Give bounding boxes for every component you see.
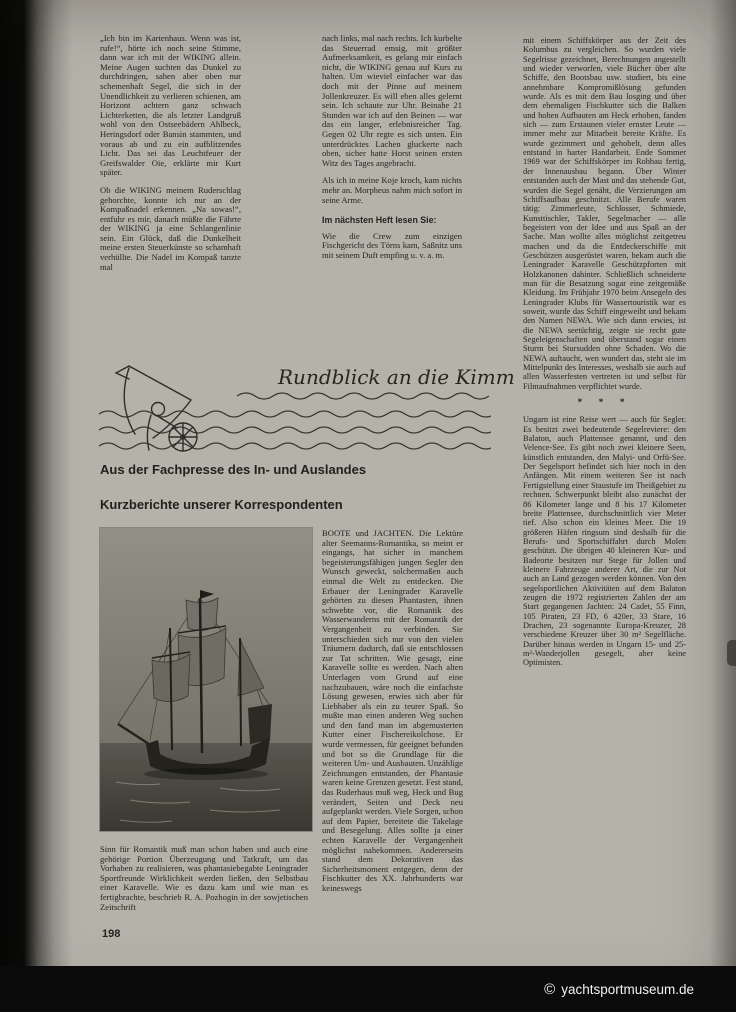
book-binding-shadow (0, 0, 72, 1012)
next-issue-heading: Im nächsten Heft lesen Sie: (322, 215, 437, 226)
paragraph: Sinn für Romantik muß man schon haben und auch eine gehörige Portion Überzeugung und Tatkraft, um das Vorhaben zu realisieren, was phantasiebegabte Leningrader Sportfreunde Wirklichkeit werden ließen, den Selbstbau einer Karavelle. Wie es dazu kam und wie man es fertigbrachte, beschrieb R. A. Pozhogin in der sowjetischen Zeitschrift (100, 845, 308, 912)
helmsman-sketch-icon (116, 366, 197, 451)
page-number: 198 (102, 928, 121, 940)
story-column-1 (100, 34, 241, 337)
paragraph: Ob die WIKING meinem Ruderschlag gehorchte, konnte ich nur an der Kompaßnadel erkennen. „Na sowas!“, entfuhr es mir, danach müßte die Fährte der WIKING ja eine Schlangenlinie sein. Ein Glück, daß die Dunkelheit meine ersten Steuerkünste so schamhaft verhüllte. Die Nadel im Kompaß tanzte mal (100, 184, 241, 272)
paragraph: Als ich in meine Koje kroch, kam nichts mehr an. Morpheus nahm mich sofort in seine Arme. (322, 175, 462, 205)
page-edge-notch (727, 640, 736, 666)
article-middle-column (322, 529, 463, 943)
paragraph: „Ich bin im Kartenhaus. Wenn was ist, rufe!“, hörte ich noch seine Stimme, dann war ich mit der WIKING allein. Meine Augen suchten das Dunkel zu durchdringen, sahen aber oben nur schemenhaft Segel, die sich in der Unendlichkeit zu verlieren schienen, am Horizont achtern ganz schwach Lichterketten, die als letzter Landgruß wohl von den Ostseebädern Ahlbeck, Heringsdorf oder Bansin stammten, und voraus ab und zu ein aufblitzendes Licht. Das sei das Leuchtfeuer der Greifswalder Oie, erklärte mir Kurt später. (100, 34, 241, 178)
next-issue-text: Wie die Crew zum einzigen Fischgericht des Törns kam, Saßnitz uns mit seinem Duft empfing u. v. a. m. (322, 230, 462, 260)
right-column (523, 36, 686, 933)
copyright-icon: © (544, 980, 556, 998)
article-intro-below-photo (100, 845, 308, 947)
section-divider: * * * (577, 398, 632, 409)
page-edge-shadow (710, 0, 736, 1012)
paragraph: Ungarn ist eine Reise wert — auch für Segler. Es besitzt zwei bedeutende Segelreviere: den Balaton, auch Plattensee genannt, und den Velence-See. Es gibt noch zwei kleinere Seen, künstlich entstanden, den Malyi- und Orfü-See. Der Segelsport befindet sich hier noch in den Anfängen. Mit einem weiteren See ist nach Fertigstellung einer Staustufe im Theißgebiet zu rechnen. Schwerpunkt bleibt also zunächst der 86 Kilometer lange und 8 bis 17 Kilometer breite Plattensee, durchschnittlich vier Meter tief. Also schon ein kleines Meer. Die 19 größeren Häfen ringsum sind deshalb für die Berufs- und Sportschiffahrt durch Molen geschützt. Die übrigen 40 kleineren Kur- und Badeorte besitzen nur Stege für Jollen und kleinere Fahrzeuge anderer Art, die zur Not auch an Land gezogen werden können. Von den segelsportlichen Aktivitäten auf dem Balaton zeugen die 1972 registrierten Zahlen der am Start gegangenen Jachten: 24 Cadet, 55 Finn, 105 Piraten, 23 FD, 6 420er, 33 Stare, 16 Drachen, 23 sogenannte Europa-Kreuzer, 28 verschiedene Kreuzer über 30 m² Segelfläche. Darüber hinaus werden in Ungarn 15- und 25-m²-Wanderjollen gesegelt, aber keine Optimisten. (523, 415, 686, 668)
watermark-bar (0, 966, 736, 1012)
caravel-photo (100, 528, 312, 831)
paragraph: mit einem Schiffskörper aus der Zeit des Kolumbus zu vergleichen. So wurden viele Segelrisse gezeichnet, Berechnungen angestellt und wieder verworfen, viele Bücher über alte Schiffe, den Bootsbau usw. studiert, bis eine annehmbare Kompromißlösung gefunden wurde. Als es mit dem Bau losging und über dem ehemaligen Fischkutter sich die Balken und hohen Aufbauten am Heck erhoben, fanden sich — zum Erstaunen vieler ernster Leute — immer mehr zur Mitarbeit bereite Kräfte. Es wurde gezimmert und gehobelt, denn alles entstand in harter Handarbeit. Ende Sommer 1969 war der Schiffskörper im Rohbau fertig, der Innenausbau begann. Über Winter entstanden auch der Mast und das stehende Gut, wurden die Segel genäht, die Verzierungen am Schiffsaufbau geschnitzt. Alle Berufe waren tätig: Zimmerleute, Schlosser, Schmiede, Kunsttischler, Takler, Segelmacher — alle begeistert von der Idee und aus Spaß an der Sache. Man wollte alles möglichst zeitgetreu machen und da die Entdeckerschiffe mit Geschützen ausgerüstet waren, bekam auch die Leningrader Karavelle Geschützpforten mit Holzkanonen dahinter. Schließlich schneiderte man für die Besatzung sogar eine zeitgemäße Kleidung. Im Frühjahr 1970 beim Ansegeln des Leningrader Klubs für Wassertouristik war es soweit, wurde das Schiff eingeweiht und bekam den Namen NEWA. Wie sich dann erwies, ist die NEWA seetüchtig, zeigte sie recht gute Segeleigenschaften und überstand sogar einen Sturm bei Stursudden ohne Schaden. Wo die NEWA auftaucht, wen wundert das, steht sie im Mittelpunkt des Interesses, weshalb sie auch auf allen Wasserfesten vertreten ist und selbst für Filmaufnahmen verpflichtet wurde. (523, 36, 686, 391)
ship-photo-graphic (100, 528, 312, 831)
paragraph: BOOTE und JACHTEN. Die Lektüre alter Seemanns-Romantika, so meint er eingangs, hat sicher in manchem begeisterungsfähigen jungen Segler den Wunsch geweckt, solchermaßen auch einmal die Welt zu entdecken. Die Erbauer der Leningrader Karavelle gehörten zu diesen Phantasten, ihnen schwebte vor, die Romantik des Wasserwanderns mit der Romantik der Vergangenheit zu verbinden. Sie unterschieden sich nur von den vielen Träumern dadurch, daß sie entschlossen zur Tat schritten. Wie gesagt, eine Karavelle sollte es werden. Nach alten Unterlagen vom Grund auf eine nachzubauen, wäre noch die einfachste Lösung gewesen, erwies sich aber für Liebhaber als ein zu teurer Spaß. So mußte man einen anderen Weg suchen und den fand man im abgemusterten Kutter einer Fischereikolchose. Er wurde vermessen, für geeignet befunden und bot so die Grundlage für die weiteren Um- und Ausbauten. Unzählige Zeichnungen entstanden, der Phantasie waren keine Grenzen gesetzt. Fest stand, das Ruderhaus muß weg, Heck und Bug verändert, Seiten und Deck neu aufgeplankt werden. Viele Sorgen, schon auf dem Papier, bereitete die Takelage und Besegelung. Alles sollte ja einer echten Karavelle der Vergangenheit möglichst nahekommen. Andererseits stand dem Dekorativen das Sicherheitsmoment entgegen, denn der Fischkutter des XX. Jahrhunderts war keineswegs (322, 529, 463, 893)
watermark-site-name: yachtsportmuseum.de (561, 981, 694, 997)
section-banner (95, 362, 515, 459)
heading-kurzberichte: Kurzberichte unserer Korrespondenten (100, 497, 343, 512)
banner-title: Rundblick an die Kimm (278, 365, 515, 389)
heading-fachpresse: Aus der Fachpresse des In- und Auslandes (100, 462, 367, 477)
paragraph: nach links, mal nach rechts. Ich kurbelte das Steuerrad emsig, mit größter Aufmerksamkeit, es gelang mir einfach nicht, die WIKING genau auf Kurs zu halten. Um wieviel einfacher war das doch mit der Pinne auf meinem Jollenkreuzer. Es will eben alles gelernt sein. Ich schaute zur Uhr. Beinahe 21 Stunden war ich auf den Beinen — war das ein langer, erlebnisreicher Tag. Gegen 02 Uhr regte es sich unten. Ein unterdrücktes Lachen gluckerte nach oben, sicher hatte Horst seinen ersten Witz des Tages angebracht. (322, 34, 462, 168)
story-column-2 (322, 34, 462, 334)
